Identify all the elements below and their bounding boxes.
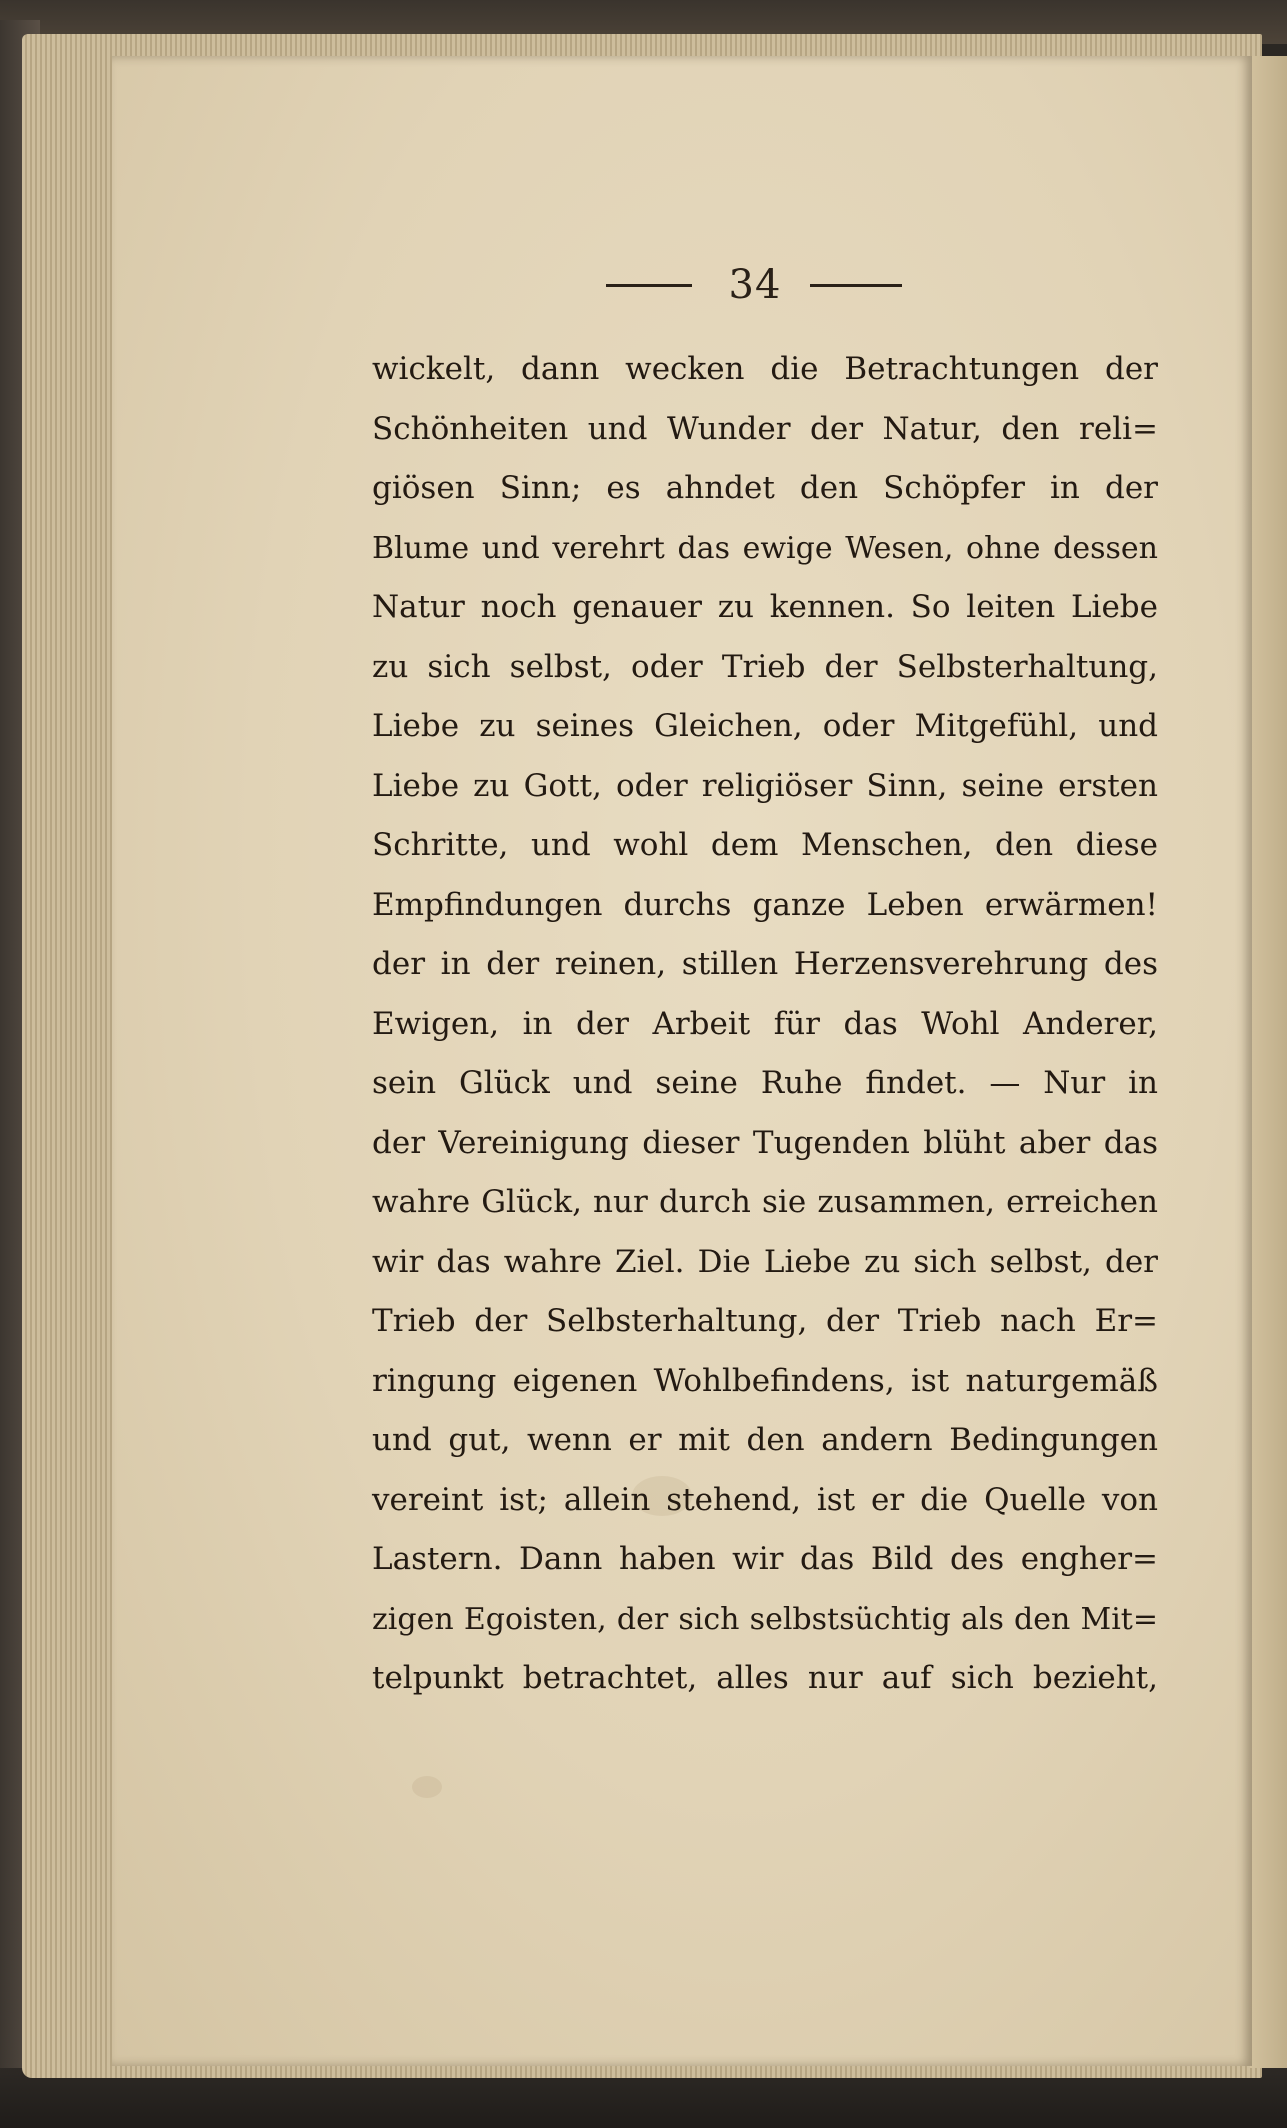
text-line: der Vereinigung dieser Tugenden blüht aber das <box>372 1124 1158 1161</box>
text-line: wir das wahre Ziel. Die Liebe zu sich selbst, der <box>372 1243 1158 1280</box>
text-line: Natur noch genauer zu kennen. So leiten Liebe <box>372 589 1158 625</box>
text-line: vereint ist; allein stehend, ist er die Quelle von <box>372 1481 1158 1518</box>
page-number: 34 <box>728 262 782 308</box>
text-line: Liebe zu seines Gleichen, oder Mitgefühl, und <box>372 708 1158 744</box>
paper-stain <box>412 1776 442 1798</box>
text-line: Lastern. Dann haben wir das Bild des engher= <box>372 1541 1158 1577</box>
text-line: Schönheiten und Wunder der Natur, den reli= <box>372 410 1158 447</box>
text-line: Blume und verehrt das ewige Wesen, ohne dessen <box>372 530 1158 566</box>
header-rule-right <box>810 284 902 287</box>
text-line: der in der reinen, stillen Herzensverehrung des <box>372 946 1158 982</box>
text-line: Liebe zu Gott, oder religiöser Sinn, seine ersten <box>372 767 1158 804</box>
text-line: zigen Egoisten, der sich selbstsüchtig als den Mit= <box>372 1601 1158 1637</box>
header-rule-left <box>606 284 692 287</box>
text-line: giösen Sinn; es ahndet den Schöpfer in der <box>372 470 1158 506</box>
text-line: ringung eigenen Wohlbefindens, ist naturgemäß <box>372 1362 1158 1399</box>
text-line: zu sich selbst, oder Trieb der Selbsterhaltung, <box>372 648 1158 685</box>
page-edge <box>1250 56 1287 2068</box>
text-line: Empfindungen durchs ganze Leben erwärmen! <box>372 886 1158 923</box>
text-line: sein Glück und seine Ruhe findet. — Nur in <box>372 1065 1158 1101</box>
text-line: wahre Glück, nur durch sie zusammen, erreichen <box>372 1184 1158 1220</box>
text-line: Ewigen, in der Arbeit für das Wohl Anderer, <box>372 1005 1158 1042</box>
text-line: Schritte, und wohl dem Menschen, den diese <box>372 827 1158 863</box>
text-line: telpunkt betrachtet, alles nur auf sich bezieht, <box>372 1660 1158 1696</box>
page-header <box>600 262 910 312</box>
text-line: wickelt, dann wecken die Betrachtungen der <box>372 351 1158 387</box>
text-line: Trieb der Selbsterhaltung, der Trieb nach Er= <box>372 1303 1158 1339</box>
text-line: und gut, wenn er mit den andern Bedingungen <box>372 1422 1158 1458</box>
body-text <box>372 340 1158 1709</box>
